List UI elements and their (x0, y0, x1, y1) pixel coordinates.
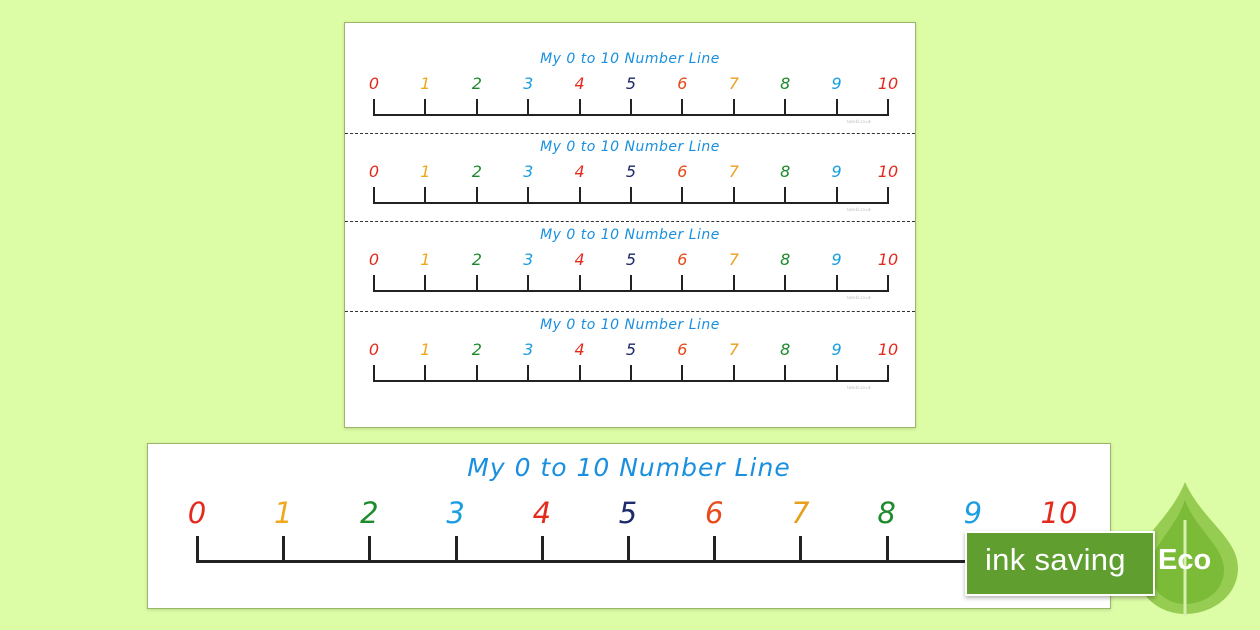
number-label: 1 (420, 162, 431, 181)
number-label: 10 (877, 162, 899, 181)
strip-footer: twinkl.co.uk (847, 119, 871, 124)
big-number-label: 6 (704, 496, 724, 530)
big-tick-mark (886, 536, 889, 562)
big-number-label: 2 (360, 496, 379, 530)
number-line-strip (345, 289, 915, 390)
number-label: 6 (677, 340, 688, 359)
number-label: 10 (877, 250, 899, 269)
big-number-label: 5 (618, 496, 638, 530)
big-strip-title: My 0 to 10 Number Line (467, 453, 791, 482)
number-label: 8 (780, 74, 791, 93)
number-label: 3 (523, 162, 534, 181)
number-label: 4 (574, 250, 585, 269)
number-label: 2 (471, 250, 482, 269)
number-label: 4 (574, 340, 585, 359)
big-number-label: 0 (187, 496, 207, 530)
number-label: 0 (368, 250, 380, 269)
strip-title: My 0 to 10 Number Line (540, 139, 720, 155)
eco-label: Eco (1158, 544, 1212, 576)
number-label: 3 (523, 74, 534, 93)
big-tick-mark (455, 536, 458, 562)
big-tick-mark (713, 536, 716, 562)
number-label: 5 (625, 340, 637, 359)
strip-footer: twinkl.co.uk (847, 207, 871, 212)
number-label: 2 (471, 162, 482, 181)
number-label: 8 (780, 250, 791, 269)
number-label: 6 (677, 74, 688, 93)
number-label: 10 (877, 340, 899, 359)
big-tick-mark (627, 536, 630, 562)
number-label: 1 (420, 250, 431, 269)
ink-saving-label: ink saving (985, 542, 1126, 577)
big-tick-mark (799, 536, 802, 562)
strip-title: My 0 to 10 Number Line (540, 51, 720, 67)
worksheet-preview (344, 22, 916, 428)
number-line-strip (345, 111, 915, 212)
number-label: 5 (625, 162, 637, 181)
number-line-strip (345, 199, 915, 300)
number-label: 9 (831, 162, 842, 181)
big-number-label: 10 (1040, 496, 1078, 530)
big-number-label: 8 (877, 496, 896, 530)
number-line-strip (345, 23, 915, 124)
big-number-label: 7 (791, 496, 810, 530)
number-label: 9 (831, 74, 842, 93)
ink-saving-badge (965, 531, 1155, 596)
number-label: 8 (780, 340, 791, 359)
number-label: 7 (728, 74, 739, 93)
big-tick-mark (282, 536, 285, 562)
number-label: 1 (420, 74, 431, 93)
big-tick-mark (196, 536, 199, 562)
number-label: 9 (831, 250, 842, 269)
number-label: 2 (471, 74, 482, 93)
number-label: 6 (677, 162, 688, 181)
number-line (374, 380, 888, 382)
number-label: 4 (574, 74, 585, 93)
number-label: 2 (471, 340, 482, 359)
number-label: 7 (728, 250, 739, 269)
strip-footer: twinkl.co.uk (847, 385, 871, 390)
number-label: 6 (677, 250, 688, 269)
number-label: 9 (831, 340, 842, 359)
number-label: 3 (523, 250, 534, 269)
number-label: 0 (368, 74, 380, 93)
big-number-label: 4 (532, 496, 552, 530)
number-label: 1 (420, 340, 431, 359)
big-tick-mark (368, 536, 371, 562)
number-label: 7 (728, 162, 739, 181)
big-number-label: 3 (446, 496, 465, 530)
number-label: 4 (574, 162, 585, 181)
number-label: 0 (368, 162, 380, 181)
big-number-label: 1 (273, 496, 293, 530)
strip-footer: twinkl.co.uk (847, 295, 871, 300)
number-label: 5 (625, 74, 637, 93)
number-label: 0 (368, 340, 380, 359)
strip-title: My 0 to 10 Number Line (540, 317, 720, 333)
big-tick-mark (541, 536, 544, 562)
number-label: 7 (728, 340, 739, 359)
number-label: 3 (523, 340, 534, 359)
big-number-label: 9 (963, 496, 983, 530)
big-number-line (196, 560, 1016, 563)
strip-title: My 0 to 10 Number Line (540, 227, 720, 243)
number-label: 5 (625, 250, 637, 269)
number-label: 8 (780, 162, 791, 181)
number-label: 10 (877, 74, 899, 93)
